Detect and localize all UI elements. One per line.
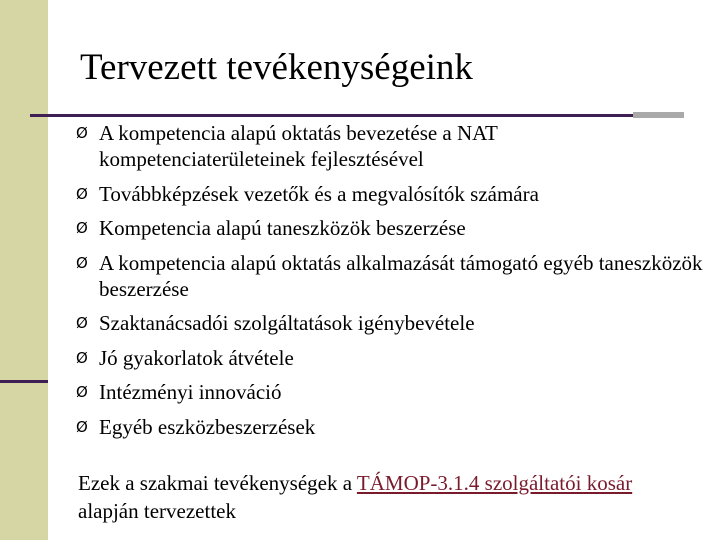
arrow-bullet-icon: Ø [76,383,88,401]
arrow-bullet-icon: Ø [76,348,88,367]
tamop-link[interactable]: TÁMOP-3.1.4 szolgáltatói kosár [356,471,633,495]
list-item-text: Kompetencia alapú taneszközök beszerzése [99,216,466,240]
list-item [76,181,706,207]
list-item-text: A kompetencia alapú oktatás alkalmazását támogató egyéb taneszközök beszerzése [99,250,703,301]
list-item [76,250,706,302]
list-item-text: A kompetencia alapú oktatás bevezetése a NAT kompetenciaterületeinek fejlesztésével [99,121,498,171]
list-item [76,379,706,405]
footer-text-after: alapján tervezettek [78,499,236,523]
list-item-text: Szaktanácsadói szolgáltatások igénybevétele [99,311,475,335]
list-item [76,414,706,440]
list-item-text: Továbbképzések vezetők és a megvalósítók számára [99,181,539,206]
list-item [76,215,706,241]
left-decor-band [0,0,48,540]
arrow-bullet-icon: Ø [76,219,88,237]
slide-title: Tervezett tevékenységeink [80,47,473,88]
activity-list [76,120,706,448]
list-item-text: Egyéb eszközbeszerzések [99,414,316,439]
arrow-bullet-icon: Ø [76,184,88,203]
list-item-text: Intézményi innováció [99,380,282,404]
arrow-bullet-icon: Ø [76,314,88,332]
arrow-bullet-icon: Ø [76,417,88,436]
list-item [76,310,706,336]
list-item [76,345,706,371]
title-underline-accent [633,112,684,118]
footer-text-before: Ezek a szakmai tevékenységek a [78,471,357,495]
arrow-bullet-icon: Ø [76,253,88,272]
arrow-bullet-icon: Ø [76,124,88,142]
left-accent-line [0,380,48,383]
title-underline [30,114,633,117]
footer-note [78,469,688,525]
list-item [76,120,706,172]
list-item-text: Jó gyakorlatok átvétele [99,345,294,370]
